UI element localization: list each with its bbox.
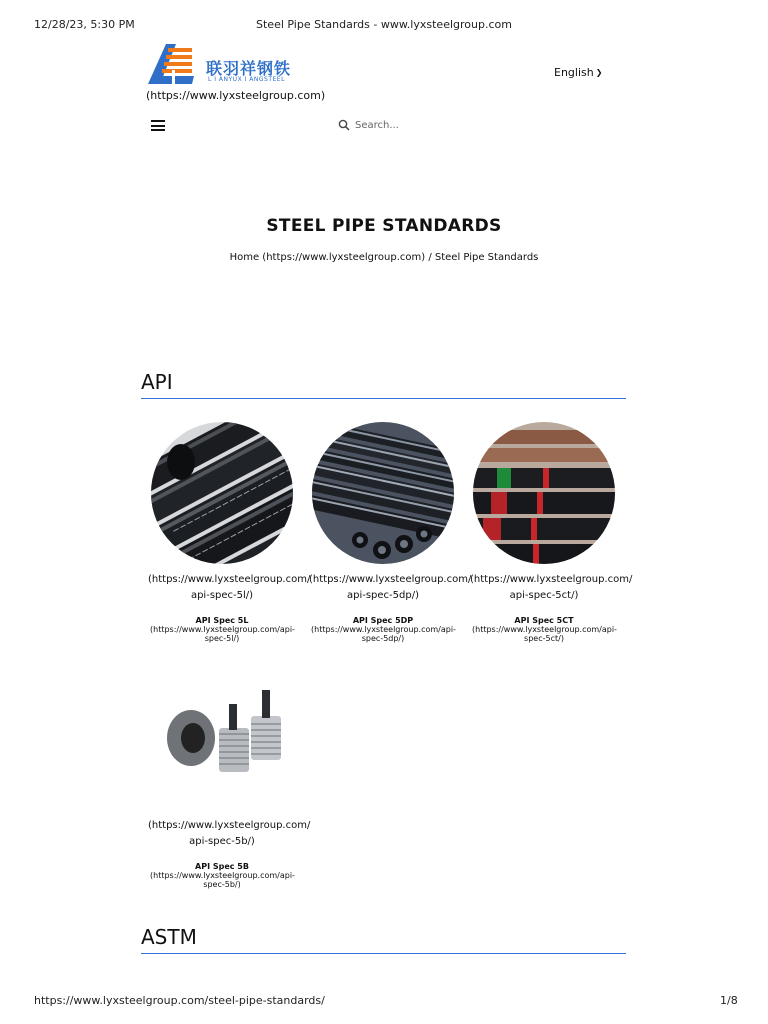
section-divider [141, 953, 626, 954]
language-label: English [554, 66, 594, 79]
chevron-down-icon: ❯ [595, 68, 603, 77]
card-title-api-5dp[interactable]: API Spec 5DP (https://www.lyxsteelgroup.com/api- spec-5dp/) [311, 616, 456, 643]
card-link-api-5dp[interactable]: (https://www.lyxsteelgroup.com/ api-spec-5dp/) [309, 574, 472, 601]
logo-mark-icon [146, 40, 206, 86]
product-card-api-5l[interactable] [146, 422, 311, 643]
logo-chinese-text: 联羽祥钢铁 [206, 59, 292, 78]
search-input[interactable]: Search... [355, 120, 399, 131]
print-page-number: 1/8 [720, 994, 738, 1007]
section-heading-api: API [141, 370, 173, 394]
thread-gauge-image-api-5b[interactable] [151, 668, 293, 810]
search-box[interactable] [338, 118, 458, 134]
card-title-api-5ct[interactable]: API Spec 5CT (https://www.lyxsteelgroup.com/api- spec-5ct/) [472, 616, 617, 643]
pipe-image-api-5dp[interactable] [312, 422, 454, 564]
print-datetime: 12/28/23, 5:30 PM [34, 18, 135, 31]
product-card-api-5dp[interactable] [307, 422, 472, 643]
print-footer-url: https://www.lyxsteelgroup.com/steel-pipe-standards/ [34, 994, 325, 1007]
section-divider [141, 398, 626, 399]
logo-english-text: L I ANYUX I ANGSTEEL [208, 76, 285, 83]
site-logo[interactable] [146, 40, 296, 86]
pipe-image-api-5l[interactable] [151, 422, 293, 564]
pipe-image-api-5ct[interactable] [473, 422, 615, 564]
section-heading-astm: ASTM [141, 925, 197, 949]
logo-url-link[interactable]: (https://www.lyxsteelgroup.com) [146, 89, 326, 102]
card-title-api-5b[interactable]: API Spec 5B (https://www.lyxsteelgroup.com/api- spec-5b/) [150, 862, 295, 889]
print-doc-title: Steel Pipe Standards - www.lyxsteelgroup.com [256, 18, 512, 31]
card-link-api-5l[interactable]: (https://www.lyxsteelgroup.com/ api-spec-5l/) [148, 574, 311, 601]
language-selector[interactable] [554, 66, 602, 79]
card-link-api-5b[interactable]: (https://www.lyxsteelgroup.com/ api-spec-5b/) [148, 820, 311, 847]
page-title: STEEL PIPE STANDARDS [266, 216, 502, 236]
product-card-api-5ct[interactable] [468, 422, 633, 643]
search-icon [338, 119, 350, 131]
hamburger-menu-icon[interactable] [151, 120, 165, 131]
product-card-api-5b[interactable] [146, 668, 311, 889]
card-link-api-5ct[interactable]: (https://www.lyxsteelgroup.com/ api-spec-5ct/) [470, 574, 633, 601]
breadcrumb[interactable]: Home (https://www.lyxsteelgroup.com) / Steel Pipe Standards [229, 252, 539, 263]
card-title-api-5l[interactable]: API Spec 5L (https://www.lyxsteelgroup.com/api- spec-5l/) [150, 616, 295, 643]
